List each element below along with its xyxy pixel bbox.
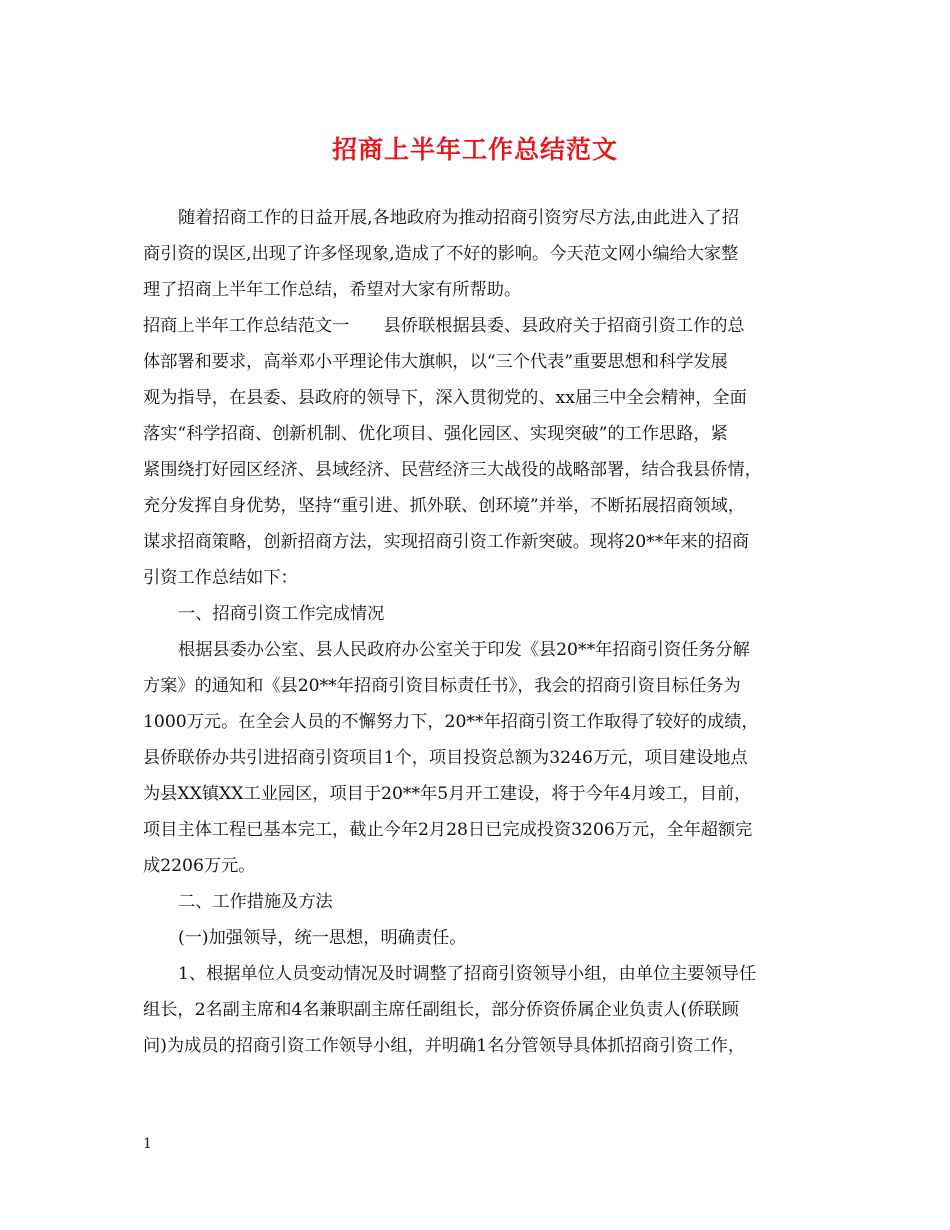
text-line: 根据县委办公室、县人民政府办公室关于印发《县20**年招商引资任务分解 bbox=[178, 640, 750, 660]
document-title: 招商上半年工作总结范文 bbox=[331, 135, 618, 164]
text-line: 体部署和要求，高举邓小平理论伟大旗帜，以“三个代表”重要思想和科学发展 bbox=[143, 352, 728, 372]
text-line: 1、根据单位人员变动情况及时调整了招商引资领导小组，由单位主要领导任 bbox=[178, 964, 757, 984]
text-line: 为县XX镇XX工业园区，项目于20**年5月开工建设，将于今年4月竣工，目前， bbox=[143, 784, 752, 804]
text-line: 成2206万元。 bbox=[143, 856, 256, 876]
text-line: 组长，2名副主席和4名兼职副主席任副组长，部分侨资侨属企业负责人(侨联顾 bbox=[143, 1000, 739, 1020]
text-line: 二、工作措施及方法 bbox=[178, 892, 333, 912]
text-line: 方案》的通知和《县20**年招商引资目标责任书》，我会的招商引资目标任务为 bbox=[143, 676, 741, 696]
text-line: 问)为成员的招商引资工作领导小组，并明确1名分管领导具体抓招商引资工作， bbox=[143, 1036, 746, 1056]
text-line: 充分发挥自身优势，坚持“重引进、抓外联、创环境”并举，不断拓展招商领域， bbox=[143, 496, 745, 516]
text-line: 项目主体工程已基本完工，截止今年2月28日已完成投资3206万元，全年超额完 bbox=[143, 820, 753, 840]
text-line: (一)加强领导，统一思想，明确责任。 bbox=[178, 928, 467, 948]
text-line: 谋求招商策略，创新招商方法，实现招商引资工作新突破。现将20**年来的招商 bbox=[143, 532, 750, 552]
text-line: 理了招商上半年工作总结，希望对大家有所帮助。 bbox=[143, 280, 522, 300]
text-line: 观为指导，在县委、县政府的领导下，深入贯彻党的、xx届三中全会精神，全面 bbox=[143, 388, 747, 408]
text-line: 落实“科学招商、创新机制、优化项目、强化园区、实现突破”的工作思路，紧 bbox=[143, 424, 728, 444]
text-line: 随着招商工作的日益开展,各地政府为推动招商引资穷尽方法,由此进入了招 bbox=[178, 208, 739, 228]
text-line: 县侨联侨办共引进招商引资项目1个，项目投资总额为3246万元，项目建设地点 bbox=[143, 748, 748, 768]
document-body bbox=[143, 200, 813, 1064]
text-line: 一、招商引资工作完成情况 bbox=[178, 604, 385, 624]
text-line: 紧围绕打好园区经济、县域经济、民营经济三大战役的战略部署，结合我县侨情， bbox=[143, 460, 762, 480]
text-line: 引资工作总结如下： bbox=[143, 568, 298, 588]
page-number: 1 bbox=[143, 1136, 152, 1152]
text-line: 1000万元。在全会人员的不懈努力下，20**年招商引资工作取得了较好的成绩， bbox=[143, 712, 759, 732]
text-line: 招商上半年工作总结范文一 县侨联根据县委、县政府关于招商引资工作的总 bbox=[143, 316, 745, 336]
text-line: 商引资的误区,出现了许多怪现象,造成了不好的影响。今天范文网小编给大家整 bbox=[143, 244, 739, 264]
